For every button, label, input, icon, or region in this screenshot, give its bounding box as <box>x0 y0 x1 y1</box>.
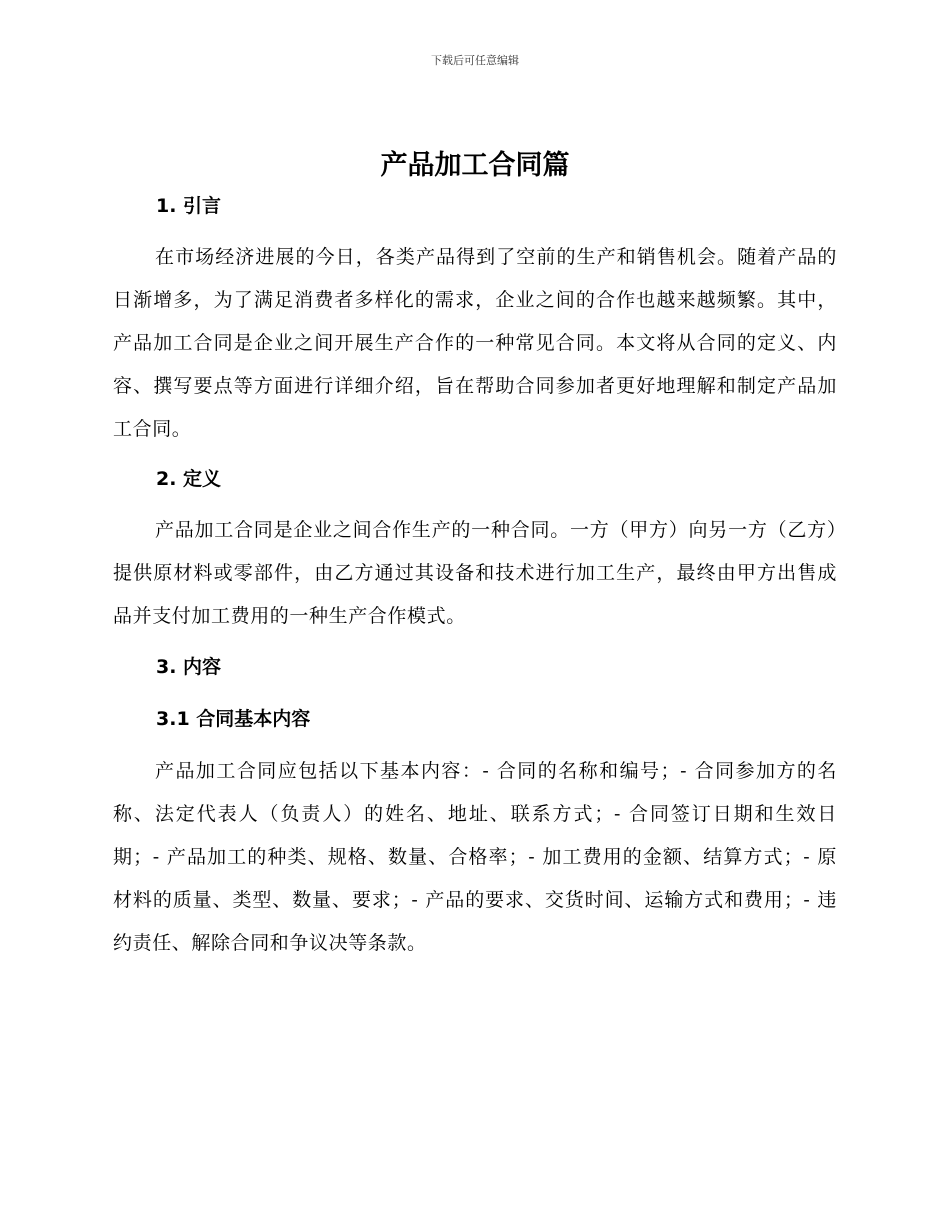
section-heading-basic-content: 3.1 合同基本内容 <box>156 708 311 730</box>
section-heading-introduction: 1. 引言 <box>156 195 222 217</box>
section-heading-content: 3. 内容 <box>156 656 222 678</box>
section-paragraph-basic-content: 产品加工合同应包括以下基本内容：- 合同的名称和编号；- 合同参加方的名称、法定代表人（负责人）的姓名、地址、联系方式；- 合同签订日期和生效日期；- 产品加工的种类、规格、数量、合格率；- 加工费用的金额、结算方式；- 原材料的质量、类型、数量、要求；- 产品的要求、交货时间、运输方式和费用；- 违约责任、解除合同和争议决等条款。 <box>113 760 837 954</box>
document-title: 产品加工合同篇 <box>380 150 570 181</box>
section-paragraph-definition: 产品加工合同是企业之间合作生产的一种合同。一方（甲方）向另一方（乙方）提供原材料或零部件，由乙方通过其设备和技术进行加工生产，最终由甲方出售成品并支付加工费用的一种生产合作模式。 <box>113 519 837 627</box>
section-heading-definition: 2. 定义 <box>156 468 222 490</box>
page-header: 下载后可任意编辑 <box>431 54 519 67</box>
section-paragraph-introduction: 在市场经济进展的今日，各类产品得到了空前的生产和销售机会。随着产品的日渐增多，为了满足消费者多样化的需求，企业之间的合作也越来越频繁。其中，产品加工合同是企业之间开展生产合作的一种常见合同。本文将从合同的定义、内容、撰写要点等方面进行详细介绍，旨在帮助合同参加者更好地理解和制定产品加工合同。 <box>113 246 837 440</box>
